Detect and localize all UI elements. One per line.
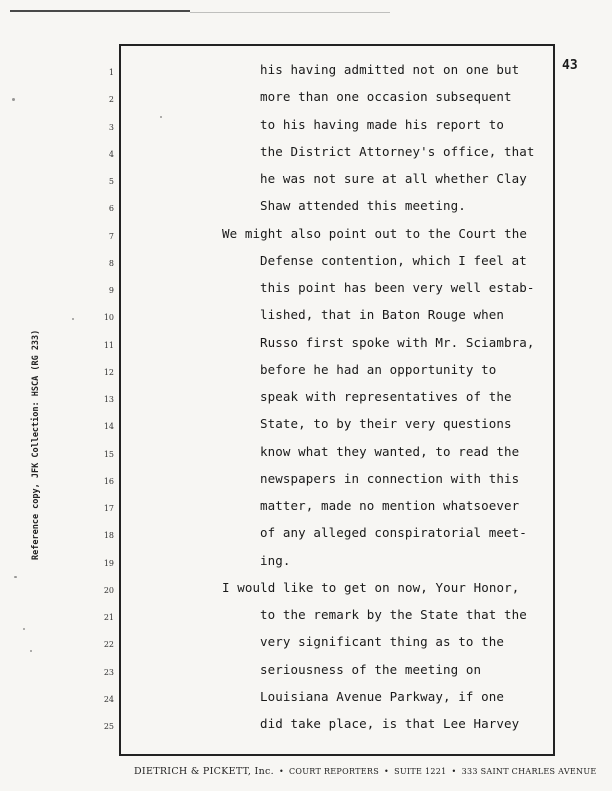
scan-speck: [14, 576, 17, 578]
transcript-line: seriousness of the meeting on: [260, 661, 482, 677]
line-number: 17: [103, 504, 114, 513]
line-number: 7: [108, 231, 114, 241]
line-number: 20: [103, 585, 114, 595]
line-number: 1: [108, 68, 114, 77]
line-number: 11: [103, 340, 114, 350]
transcript-line: Shaw attended this meeting.: [260, 198, 466, 214]
line-number: 23: [103, 667, 114, 677]
transcript-line: this point has been very well estab-: [260, 280, 535, 295]
line-number: 5: [108, 177, 114, 186]
line-number: 16: [103, 476, 114, 486]
footer-separator: •: [451, 767, 457, 776]
line-number: 25: [103, 722, 114, 731]
transcript-line: the District Attorney's office, that: [260, 143, 535, 159]
footer: [134, 766, 597, 777]
top-edge-rule-faint: [190, 12, 390, 13]
transcript-line: speak with representatives of the: [260, 389, 512, 404]
footer-firm: DIETRICH & PICKETT, Inc.: [134, 766, 274, 777]
transcript-line: State, to by their very questions: [260, 416, 512, 432]
line-number: 24: [103, 694, 114, 704]
line-number: 12: [103, 367, 114, 377]
transcript-line: did take place, is that Lee Harvey: [260, 716, 520, 731]
transcript-line: know what they wanted, to read the: [260, 443, 520, 459]
transcript-line: matter, made no mention whatsoever: [260, 498, 520, 513]
line-number: 2: [108, 95, 114, 105]
transcript-line: ing.: [260, 552, 291, 568]
page-number: 43: [562, 58, 578, 73]
scan-speck: [72, 318, 74, 320]
line-number: 15: [103, 449, 114, 459]
scan-speck: [30, 650, 32, 652]
transcript-line: more than one occasion subsequent: [260, 89, 512, 105]
line-number: 10: [103, 313, 114, 323]
transcript-line: to his having made his report to: [260, 116, 505, 132]
transcript-line: lished, that in Baton Rouge when: [260, 307, 505, 323]
transcript-line: Louisiana Avenue Parkway, if one: [260, 688, 505, 704]
transcript-line: very significant thing as to the: [260, 634, 505, 650]
transcript-line: he was not sure at all whether Clay: [260, 171, 527, 186]
footer-separator: •: [384, 767, 390, 776]
transcript-line: We might also point out to the Court the: [222, 225, 528, 241]
footer-service: COURT REPORTERS: [288, 767, 380, 776]
line-number: 3: [108, 122, 114, 132]
transcript-line: of any alleged conspiratorial meet-: [260, 525, 527, 541]
scan-speck: [12, 98, 15, 101]
line-number: 8: [108, 258, 114, 268]
footer-address: 333 SAINT CHARLES AVENUE: [461, 767, 597, 776]
transcript-line: newspapers in connection with this: [260, 470, 520, 486]
line-number: 6: [108, 204, 114, 214]
top-edge-rule: [10, 10, 190, 12]
line-number: 14: [103, 422, 114, 432]
scan-speck: [23, 628, 25, 630]
transcript-line: to the remark by the State that the: [260, 607, 527, 622]
line-number: 9: [108, 286, 114, 295]
line-number: 4: [108, 149, 114, 159]
line-number: 18: [103, 531, 114, 541]
transcript-line: his having admitted not on one but: [260, 62, 520, 77]
archive-reference-stamp: Reference copy, JFK Collection: HSCA (RG 233): [31, 329, 41, 560]
line-number: 22: [103, 640, 114, 650]
line-number: 19: [103, 558, 114, 568]
transcript-line: I would like to get on now, Your Honor,: [222, 579, 520, 595]
footer-suite: SUITE 1221: [394, 767, 447, 776]
scan-speck: [160, 116, 162, 118]
transcript-line: before he had an opportunity to: [260, 361, 497, 377]
footer-separator: •: [278, 767, 284, 776]
line-number: 21: [103, 613, 114, 622]
transcript-line: Russo first spoke with Mr. Sciambra,: [260, 334, 535, 350]
line-number: 13: [103, 395, 114, 404]
transcript-line: Defense contention, which I feel at: [260, 252, 527, 268]
